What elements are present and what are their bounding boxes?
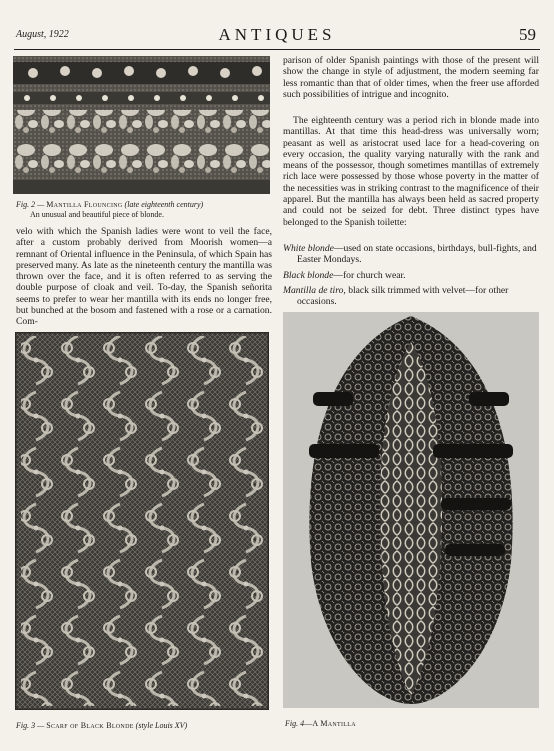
mantilla-type-item: Black blonde—for church wear. bbox=[283, 269, 406, 281]
fig2-note: (late eighteenth century) bbox=[124, 200, 204, 209]
fig4-label: Fig. 4 bbox=[285, 719, 305, 728]
left-column-text: velo with which the Spanish ladies were wont to veil the face, after a custom probably derived from Moorish women—a remnant of Oriental influence in the Peninsula, of which Spain has preserved many. As late as the nineteenth century the mantilla was thrown over the face, and it is often referred to as serving the double purpose of cloak and veil. To-day, the Spanish señorita seems to prefer to wear her mantilla with its ends no longer free, but bunched at the bosom and fastened with a rose or a carnation. Com- bbox=[16, 226, 272, 328]
mantilla-type-item: Mantilla de tiro, black silk trimmed with velvet—for other occasions. bbox=[283, 284, 509, 308]
right-column-paragraph-1: parison of older Spanish paintings with those of the present will show the change in style of adjustment, the modern seeming far less romantic than that of older times, when the freer use afforded such possibilities of intrigue and incognito. bbox=[283, 55, 539, 100]
fig2-label: Fig. 2 — bbox=[16, 200, 47, 209]
header-rule bbox=[14, 49, 540, 50]
fig3-scarf-photo bbox=[15, 332, 269, 710]
right-column-paragraph-2: The eighteenth century was a period rich in blonde made into mantillas. At that time this head-dress was universally worn; peasant as well as aristocrat used lace for a head-covering on every occasion, the quality varying naturally with the rank and means of the possessor, though sometimes mantillas of extremely rich lace were possessed by those whose poverty in the matter of the necessities was in striking contrast to the magnificence of their apparel. But the mantilla has always been held as sacred property and could not be seized for debt. Three distinct types have belonged to the Spanish toilette: bbox=[283, 115, 539, 228]
fig3-name: Scarf of Black Blonde bbox=[46, 721, 134, 730]
fig2-caption bbox=[16, 200, 270, 220]
fig3-label: Fig. 3 — bbox=[16, 721, 47, 730]
fig2-flouncing-photo bbox=[13, 56, 270, 194]
fig3-caption bbox=[16, 721, 270, 731]
issue-date: August, 1922 bbox=[16, 29, 69, 40]
mantilla-type-item: White blonde—used on state occasions, birthdays, bull-fights, and Easter Mondays. bbox=[283, 243, 537, 266]
magazine-title: ANTIQUES bbox=[218, 25, 336, 44]
mantilla-types-list bbox=[283, 243, 539, 307]
fig4-name: —A Mantilla bbox=[304, 719, 356, 728]
fig4-caption bbox=[285, 719, 539, 729]
page-number: 59 bbox=[519, 25, 536, 44]
fig4-mantilla-photo bbox=[283, 312, 539, 708]
fig3-note: (style Louis XV) bbox=[135, 721, 188, 730]
fig2-name: Mantilla Flouncing bbox=[46, 200, 123, 209]
fig2-desc: An unusual and beautiful piece of blonde. bbox=[30, 210, 164, 219]
